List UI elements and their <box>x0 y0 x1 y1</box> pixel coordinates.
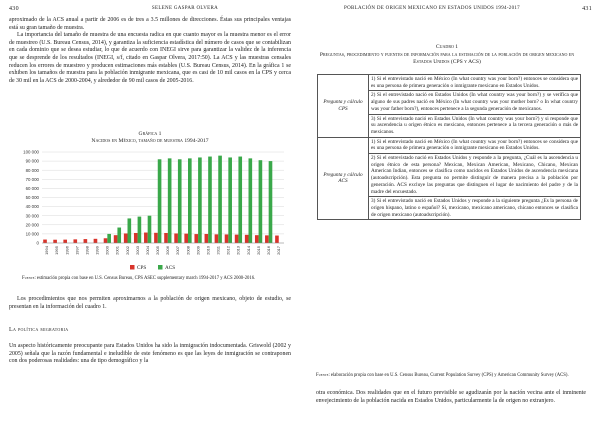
x-tick-label: 2010 <box>205 246 211 255</box>
group-label-cps: Pregunta y cálculo CPS <box>318 75 369 138</box>
bar-cps <box>73 239 77 243</box>
bar-cps <box>94 239 98 243</box>
bar-acs <box>188 158 192 243</box>
bar-cps <box>53 240 57 243</box>
x-tick-label: 1998 <box>84 246 90 255</box>
bar-cps <box>164 233 168 243</box>
bar-cps <box>144 233 148 243</box>
y-tick-label: 100 000 <box>23 149 39 155</box>
bar-acs <box>259 160 263 243</box>
bar-cps <box>275 236 279 243</box>
body-text-bottom: Un aspecto históricamente preocupante para Estados Unidos ha sido la inmigración indocumentada. Griswold (2002 y 2005) señala que la razón fundamental e ineludible de este fenómeno es que las leyes de inmigración se contraponen con dos poderosas realidades: una de tipo demográfico y la <box>9 343 291 365</box>
bar-cps <box>245 235 249 243</box>
section-heading: La política migratoria <box>9 327 69 333</box>
x-tick-label: 2017 <box>276 246 282 255</box>
table-cell: 2) Si el entrevistado nació en Estados Unidos y responde a la pregunta, ¿Cuál es la ascendencia u origen étnico de esta persona? Mexican, Mexican American, Mexicano, Chicano, Mexican American Indian, entonces se clasifica como nacidos en Estados Unidos de ascendencia mexicana (autoadscripción). Esta pregunta no permite distinguir de manera precisa a la población por generación. ACS excluye las preguntas que distinguen el lugar de nacimiento del padre y de la madre del encuestado. <box>369 154 581 197</box>
y-tick-label: 80 000 <box>25 167 39 173</box>
right-page <box>300 0 600 431</box>
bar-cps <box>63 240 67 243</box>
legend-swatch-cps <box>130 265 135 270</box>
bar-acs <box>238 157 242 243</box>
bar-cps <box>43 240 47 243</box>
bar-cps <box>225 234 229 243</box>
bar-cps <box>84 239 88 243</box>
table-cell: 1) Si el entrevistado nació en México (In what country was your born?) entonces se considera que es una persona de primera generación o inmigrante mexicano en Estados Unidos. <box>369 137 581 153</box>
x-tick-label: 2016 <box>265 246 271 255</box>
x-tick-label: 1995 <box>54 246 60 255</box>
after-figure-text: Los procedimientos que nos permiten aproximarnos a la población de origen mexicano, objeto de estudio, se presentan en la información del cuadro 1. <box>9 296 291 310</box>
bar-chart <box>12 146 290 274</box>
group-label-acs: Pregunta y cálculo ACS <box>318 137 369 220</box>
y-tick-label: 90 000 <box>25 158 39 164</box>
bar-cps <box>255 235 259 243</box>
running-head-right: POBLACIÓN DE ORIGEN MEXICANO EN ESTADOS UNIDOS 1994-2017 <box>344 6 520 11</box>
x-tick-label: 2007 <box>175 246 181 255</box>
x-tick-label: 2012 <box>225 246 231 255</box>
table-cell: 1) Si el entrevistado nació en México (In what country was your born?) entonces se considera que es una persona de primera generación o inmigrante mexicano en Estados Unidos. <box>369 75 581 91</box>
y-tick-label: 20 000 <box>25 222 39 228</box>
x-tick-label: 2001 <box>114 246 120 255</box>
figure-label: Gráfica 1 <box>138 131 162 137</box>
x-tick-label: 2008 <box>185 246 191 255</box>
bar-cps <box>104 238 108 243</box>
procedure-table <box>317 74 581 220</box>
y-tick-label: 60 000 <box>25 186 39 191</box>
body-text-top <box>9 17 291 85</box>
x-tick-label: 2005 <box>155 246 161 255</box>
page-number-right: 431 <box>582 6 592 12</box>
paragraph: aproximado de la ACS anual a partir de 2006 es de tres a 3.5 millones de direcciones. Éstas sus principales ventajas está su gran tamaño de muestra. <box>9 17 291 31</box>
bar-cps <box>215 234 219 243</box>
y-tick-label: 0 <box>36 240 39 246</box>
x-tick-label: 2000 <box>104 246 110 255</box>
bar-acs <box>117 228 121 243</box>
bar-acs <box>228 157 232 243</box>
x-tick-label: 2009 <box>195 246 201 255</box>
bar-acs <box>249 158 253 243</box>
figure-source: Fuente: estimación propia con base en U.S. Census Bureau, CPS ASEC supplementary march 1994-2017 y ACS 2000-2016. <box>22 276 256 281</box>
bar-cps <box>194 234 198 243</box>
bar-cps <box>205 234 209 243</box>
bar-acs <box>198 157 202 243</box>
paragraph: La importancia del tamaño de muestra de una encuesta radica en que cuanto mayor es la muestra menor es el error de muestreo (U.S. Bureau Census, 2014), y garantiza la suficiencia estadística del número de casos que se contabilizan en cada dominio que se desea estudiar, lo que de acuerdo con INEGI sirve para garantizar la validez de la inferencia que se desprende de los resultados (INEGI, s/f, citado en Gaspar Olvera, 2017:50). La ACS y las muestras censales reducen los errores de muestreo y producen estimaciones más estables (U.S. Bureau Census, 2014). En la gráfica 1 se exhiben los tamaños de muestra para la población inmigrante mexicana, que es casi de 10 mil casos en la CPS y cerca de 30 mil en la ACS de 2000-2004, y alrededor de 90 mil casos de 2005-2016. <box>9 32 291 84</box>
bar-acs <box>107 234 111 243</box>
legend-swatch-acs <box>158 265 163 270</box>
bar-cps <box>184 234 188 243</box>
figure-title: Nacidos en México, tamaño de muestra 1994-2017 <box>91 138 209 144</box>
x-tick-label: 2004 <box>144 246 150 255</box>
bar-cps <box>265 235 269 243</box>
x-tick-label: 2015 <box>255 246 261 255</box>
x-tick-label: 1996 <box>64 246 70 255</box>
body-text-right: otra económica. Dos realidades que en el futuro previsible se agudizarán por la nación vecina ante el inminente envejecimiento de la población nacida en Estados Unidos, particularmente la de origen no extranjero. <box>316 390 586 404</box>
bar-acs <box>158 159 162 243</box>
x-tick-label: 2014 <box>245 246 251 255</box>
bar-cps <box>174 233 178 243</box>
x-tick-label: 2002 <box>124 246 130 255</box>
table-cell: 3) Si el entrevistado nació en Estados Unidos y responde a la siguiente pregunta ¿Es la persona de origen hispano, latino o español? Sí, mexicano, mexicano americano, chicano entonces se clasifica de origen mexicano (autoadscripción). <box>369 197 581 220</box>
bar-cps <box>235 235 239 243</box>
y-tick-label: 50 000 <box>25 195 39 201</box>
y-tick-label: 70 000 <box>25 176 39 182</box>
bar-acs <box>148 216 152 243</box>
legend-label: CPS <box>137 265 147 271</box>
bar-cps <box>114 235 118 243</box>
page-number-left: 430 <box>9 6 19 12</box>
table-source: Fuente: elaboración propia con base en U.S. Census Bureau, Current Population Survey (CPS) y American Community Survey (ACS). <box>316 373 569 378</box>
bar-acs <box>138 217 142 243</box>
table-row <box>318 75 581 91</box>
y-tick-label: 10 000 <box>25 231 39 237</box>
x-tick-label: 1994 <box>44 246 50 255</box>
x-tick-label: 2006 <box>165 246 171 255</box>
table-title: Preguntas, procedimiento y fuentes de información para la estimación de la población de origen mexicano en Estados Unidos (CPS y ACS) <box>319 52 575 66</box>
bar-acs <box>269 161 273 243</box>
table-label: Cuadro 1 <box>435 44 459 50</box>
x-tick-label: 2011 <box>215 246 221 255</box>
bar-acs <box>178 159 182 243</box>
x-tick-label: 2003 <box>134 246 140 255</box>
x-tick-label: 1999 <box>94 246 100 255</box>
legend-label: ACS <box>165 265 176 271</box>
y-tick-label: 40 000 <box>25 204 39 210</box>
bar-acs <box>168 158 172 243</box>
table-row <box>318 137 581 153</box>
x-tick-label: 1997 <box>74 246 80 255</box>
table-cell: 3) Si el entrevistado nació en Estados Unidos (In what country was your born?) y si responde que su ascendencia u origen étnico es mexicano, entonces pertenece a la tercera generación o más de mexicanos. <box>369 114 581 137</box>
bar-cps <box>134 233 138 243</box>
y-tick-label: 30 000 <box>25 213 39 219</box>
bar-acs <box>208 157 212 243</box>
bar-acs <box>218 156 222 243</box>
running-head-left: SELENE GASPAR OLVERA <box>151 6 219 11</box>
bar-acs <box>128 218 132 243</box>
bar-cps <box>154 233 158 243</box>
x-tick-label: 2013 <box>235 246 241 255</box>
table-cell: 2) Si el entrevistado nació en Estados Unidos (In what country was your born?) y se verifica que alguno de sus padres nació en México (In what country was your mother born? o In what country was your father born?), entonces pertenece a la segunda generación de mexicanos. <box>369 91 581 114</box>
bar-cps <box>124 233 128 243</box>
